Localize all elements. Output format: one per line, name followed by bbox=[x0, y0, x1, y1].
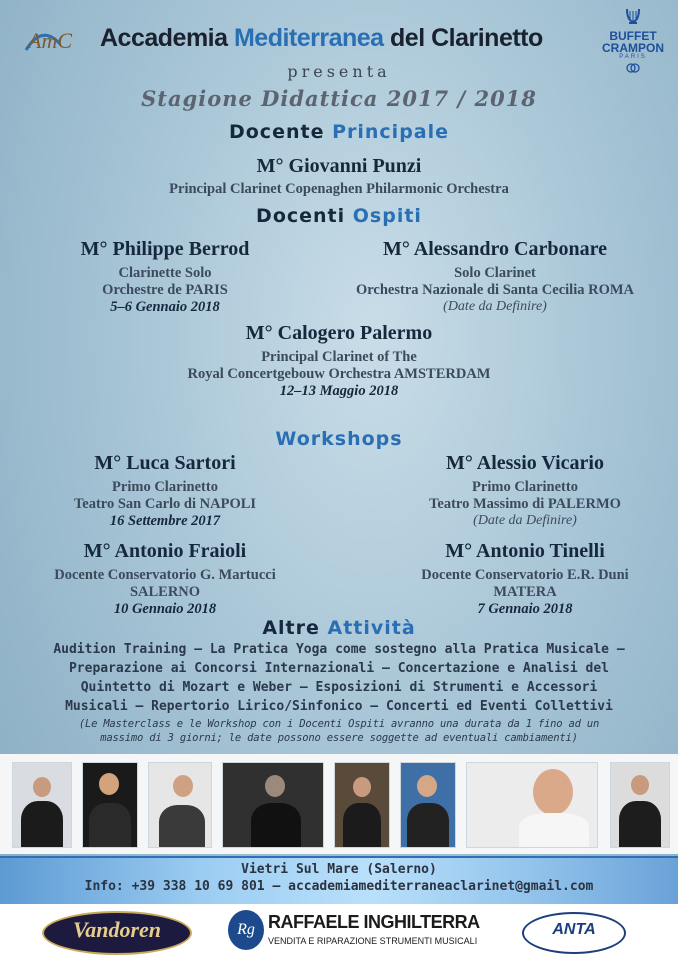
activities-list bbox=[6, 640, 672, 716]
guest-teacher-berrod bbox=[40, 238, 290, 316]
main-teacher-name: M° Giovanni Punzi bbox=[256, 155, 422, 177]
workshop-city: SALERNO bbox=[129, 584, 201, 600]
academy-title: Accademia Mediterranea del Clarinetto bbox=[100, 24, 543, 52]
guest-orchestra: Royal Concertgebouw Orchestra AMSTERDAM bbox=[187, 366, 491, 382]
workshop-name: M° Alessio Vicario bbox=[446, 452, 604, 474]
note-line: massimo di 3 giorni; le date possono essere soggette ad eventuali cambiamenti) bbox=[100, 732, 578, 744]
guest-date: 5–6 Gennaio 2018 bbox=[110, 299, 220, 315]
workshop-date: 16 Settembre 2017 bbox=[109, 513, 221, 529]
activities-line: Quintetto di Mozart e Weber – Esposizioni di Strumenti e Accessori bbox=[80, 680, 598, 695]
workshop-name: M° Antonio Tinelli bbox=[445, 540, 605, 562]
photo-teacher-8 bbox=[610, 762, 670, 848]
guest-role: Principal Clarinet of The bbox=[261, 349, 417, 365]
workshop-orchestra: Teatro Massimo di PALERMO bbox=[429, 496, 621, 512]
workshop-date: 10 Gennaio 2018 bbox=[113, 601, 217, 617]
guest-orchestra: Orchestra Nazionale di Santa Cecilia ROMA bbox=[355, 282, 635, 298]
other-activities-heading: Altre Attività bbox=[262, 617, 416, 639]
workshop-orchestra: Teatro San Carlo di NAPOLI bbox=[73, 496, 257, 512]
workshop-name: M° Luca Sartori bbox=[94, 452, 236, 474]
guest-role: Clarinette Solo bbox=[118, 265, 212, 281]
workshop-city: MATERA bbox=[493, 584, 557, 600]
workshop-vicario bbox=[390, 452, 660, 529]
photo-teacher-3 bbox=[148, 762, 212, 848]
vandoren-logo-text: Vandoren bbox=[72, 917, 162, 942]
location-text: Vietri Sul Mare (Salerno) bbox=[241, 862, 437, 877]
lyre-icon bbox=[623, 6, 643, 26]
guest-role: Solo Clarinet bbox=[454, 265, 536, 281]
main-teacher-heading: Docente Principale bbox=[228, 121, 450, 143]
guest-date: 12–13 Maggio 2018 bbox=[279, 383, 399, 399]
workshops-heading: Workshops bbox=[275, 428, 403, 450]
raffaele-inghilterra-monogram: Rg bbox=[228, 910, 264, 950]
main-teacher-role: Principal Clarinet Copenaghen Philarmonic Orchestra bbox=[169, 181, 509, 197]
photo-teacher-5 bbox=[334, 762, 390, 848]
workshop-role: Docente Conservatorio G. Martucci bbox=[54, 567, 276, 583]
workshop-role: Docente Conservatorio E.R. Duni bbox=[421, 567, 629, 583]
guest-orchestra: Orchestre de PARIS bbox=[102, 282, 228, 298]
buffet-crampon-logo: BUFFET CRAMPON PARIS bbox=[594, 6, 672, 88]
guest-name: M° Alessandro Carbonare bbox=[383, 238, 607, 260]
season-title: Stagione Didattica 2017 / 2018 bbox=[141, 86, 537, 111]
note-line: (Le Masterclass e le Workshop con i Docenti Ospiti avranno una durata da 1 fino ad un bbox=[78, 718, 600, 730]
workshop-tinelli bbox=[375, 540, 675, 618]
photo-teacher-6 bbox=[400, 762, 456, 848]
guest-teachers-heading: Docenti Ospiti bbox=[256, 205, 422, 227]
workshop-role: Primo Clarinetto bbox=[472, 479, 578, 495]
activities-line: Audition Training – La Pratica Yoga come sostegno alla Pratica Musicale – bbox=[53, 642, 625, 657]
activities-notes bbox=[0, 717, 678, 745]
photo-teacher-2 bbox=[82, 762, 138, 848]
guest-date: (Date da Definire) bbox=[443, 299, 547, 314]
activities-line: Musicali – Repertorio Lirico/Sinfonico – Concerti ed Eventi Collettivi bbox=[65, 699, 613, 714]
photo-teacher-7 bbox=[466, 762, 598, 848]
anta-logo-text: ANTA bbox=[552, 921, 596, 938]
guest-teacher-carbonare bbox=[300, 238, 678, 315]
photo-teacher-1 bbox=[12, 762, 72, 848]
raffaele-inghilterra-tagline: VENDITA E RIPARAZIONE STRUMENTI MUSICALI bbox=[268, 936, 478, 946]
workshop-sartori bbox=[40, 452, 290, 530]
presenta-label: presenta bbox=[287, 62, 391, 81]
activities-line: Preparazione ai Concorsi Internazionali – Concertazione e Analisi del bbox=[68, 661, 610, 676]
amc-logo bbox=[22, 22, 96, 56]
guest-name: M° Philippe Berrod bbox=[80, 238, 250, 260]
contact-text[interactable]: Info: +39 338 10 69 801 – accademiamediterraneaclarinet@gmail.com bbox=[84, 879, 594, 894]
workshop-fraioli bbox=[10, 540, 320, 618]
photo-teacher-4 bbox=[222, 762, 324, 848]
workshop-name: M° Antonio Fraioli bbox=[83, 540, 247, 562]
workshop-date: (Date da Definire) bbox=[473, 513, 577, 528]
workshop-date: 7 Gennaio 2018 bbox=[477, 601, 573, 617]
photo-strip bbox=[0, 754, 678, 854]
workshop-role: Primo Clarinetto bbox=[112, 479, 218, 495]
svg-text:AmC: AmC bbox=[28, 28, 72, 53]
guest-name: M° Calogero Palermo bbox=[245, 322, 433, 344]
guest-teacher-palermo bbox=[0, 322, 678, 400]
raffaele-inghilterra-name: RAFFAELE INGHILTERRA bbox=[268, 912, 480, 932]
